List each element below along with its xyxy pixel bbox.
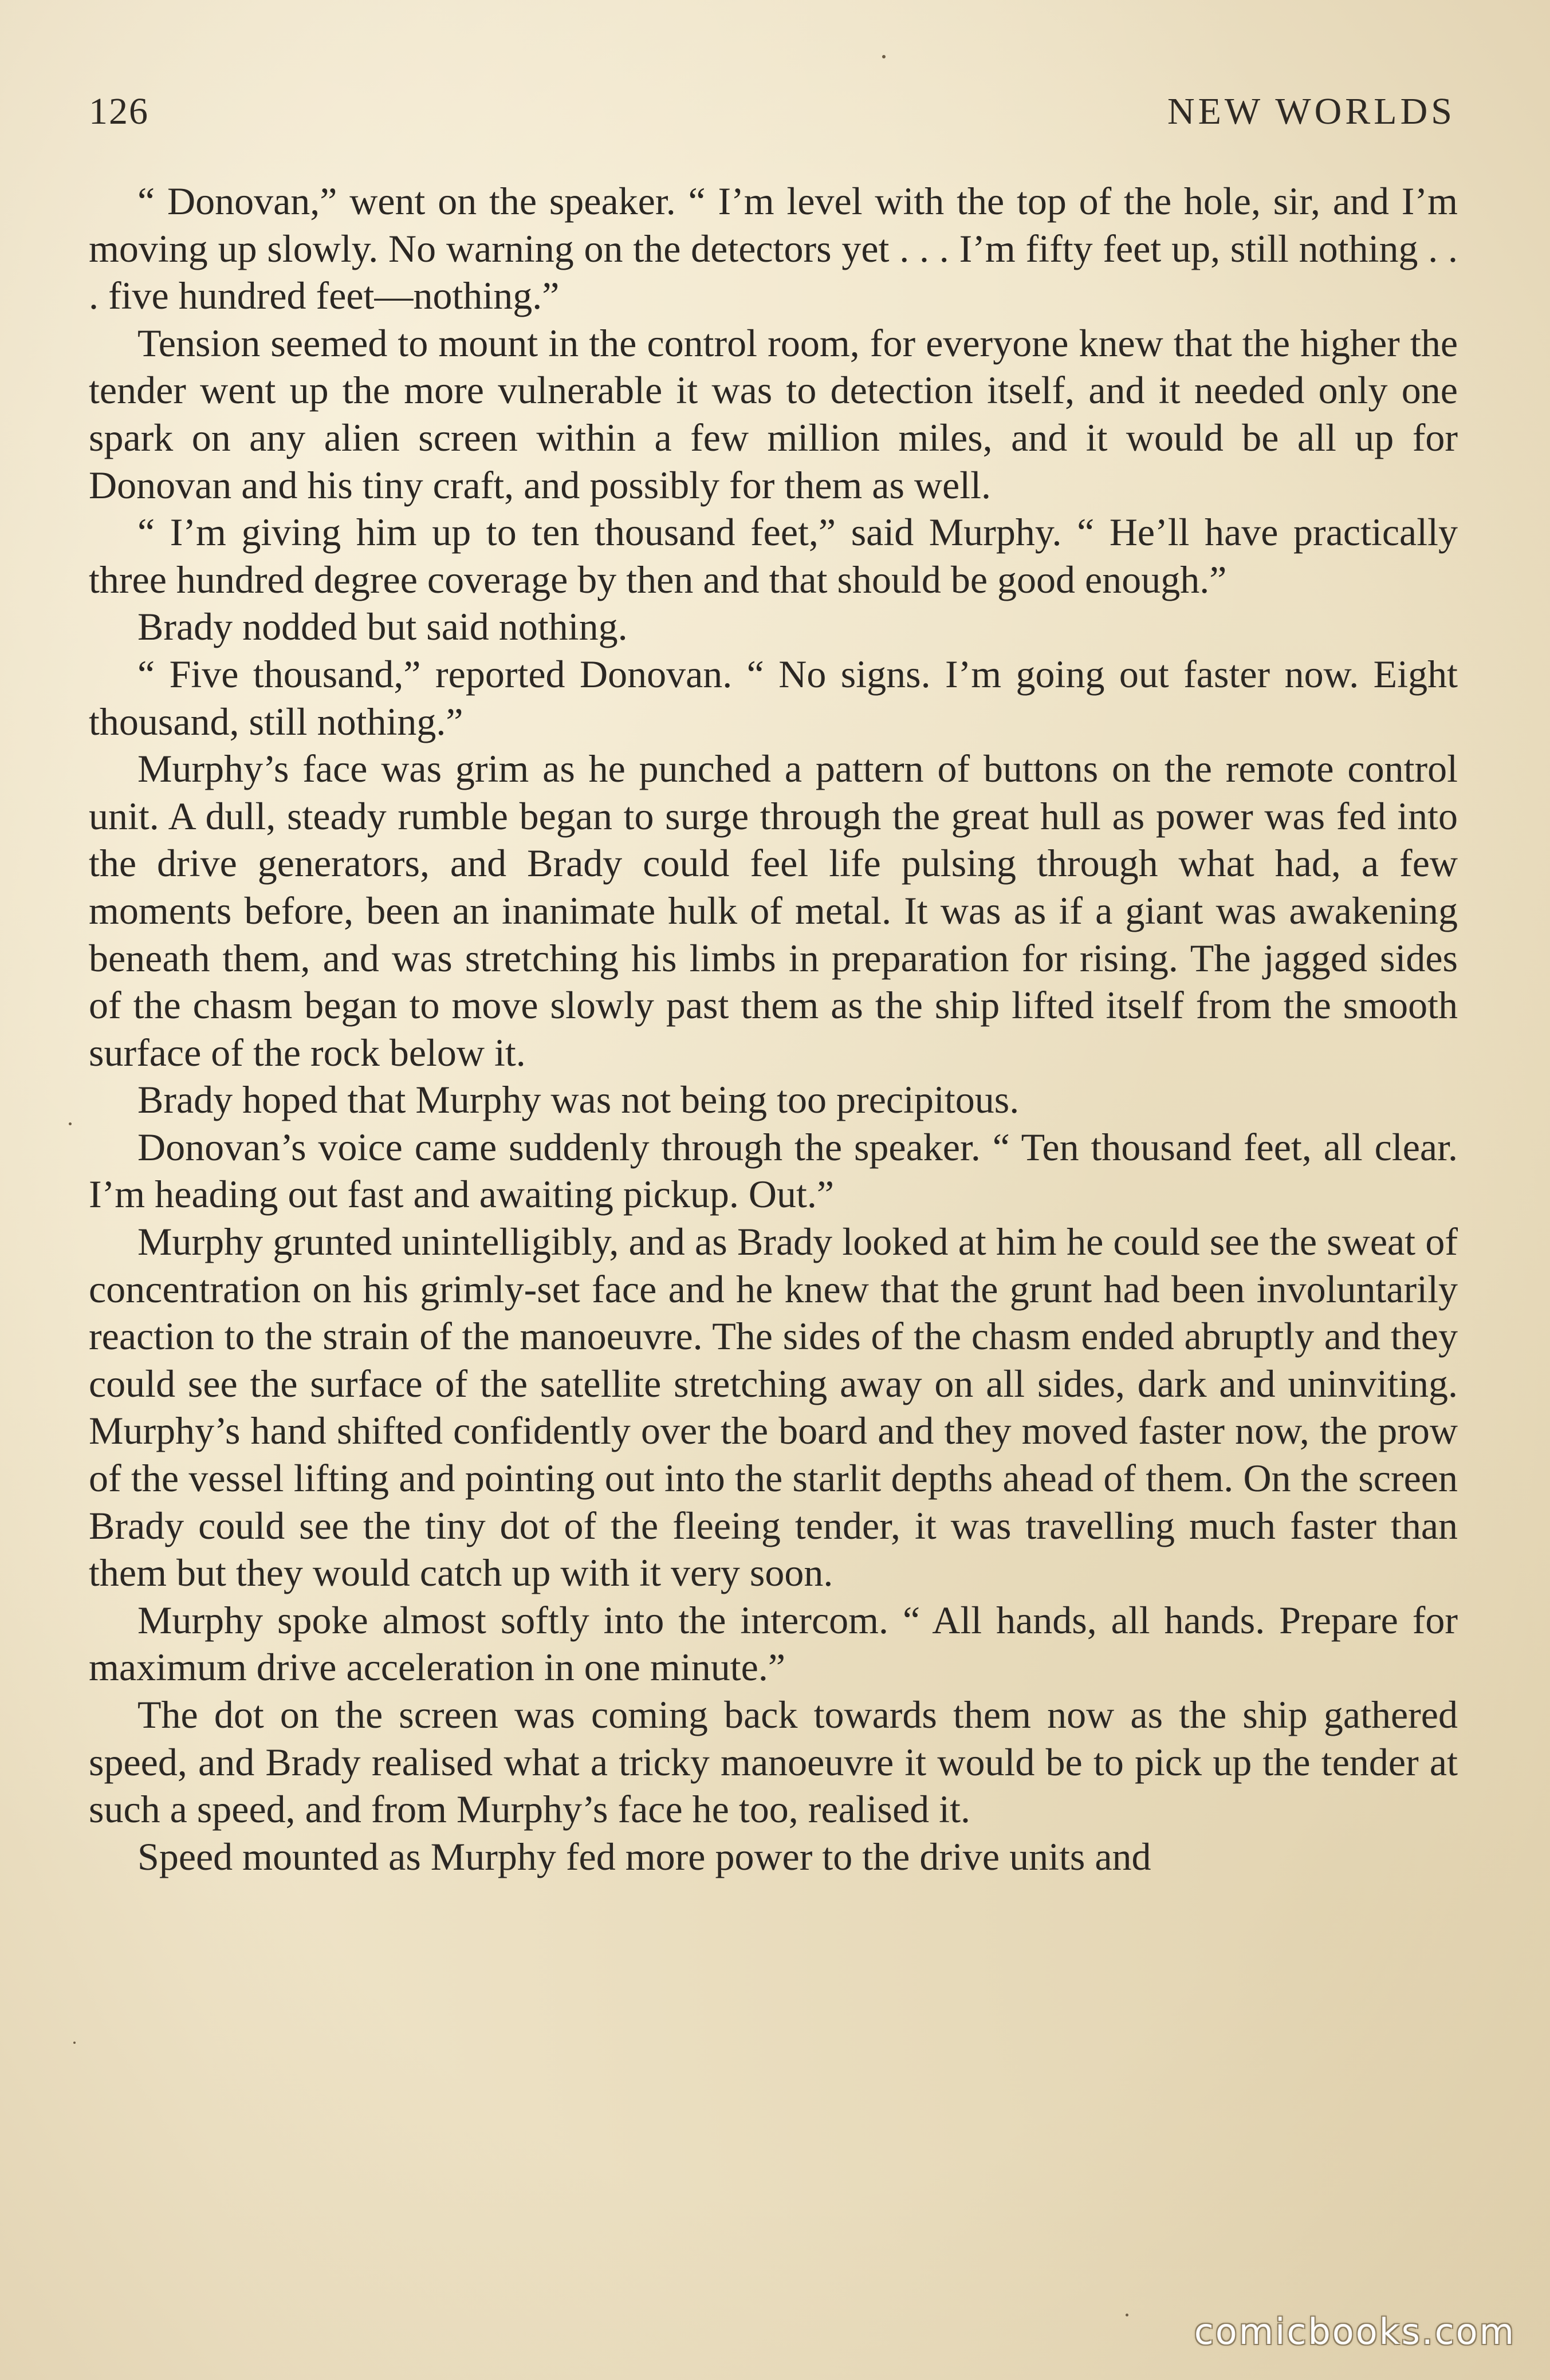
paragraph-9: Murphy grunted unintelligibly, and as Brady looked at him he could see the sweat of concentration on his grimly-set face and he knew that the grunt had been involuntarily reaction to the strain of the manoeuvre. The sides of the chasm ended abruptly and they could see the surface of the satellite stretching away on all sides, dark and uninviting. Murphy’s hand shifted confidently over the board and they moved faster now, the prow of the vessel lifting and pointing out into the starlit depths ahead of them. On the screen Brady could see the tiny dot of the fleeing tender, it was travelling much faster than them but they would catch up with it very soon.	[89, 1220, 1458, 1595]
body-text	[89, 178, 1458, 1880]
running-head: NEW WORLDS	[1167, 90, 1455, 132]
paragraph-12: Speed mounted as Murphy fed more power to the drive units and	[137, 1834, 1151, 1878]
watermark: comicbooks.com	[1194, 2311, 1516, 2353]
page-number: 126	[89, 90, 149, 132]
page-header	[89, 80, 1455, 143]
paragraph-11: The dot on the screen was coming back towards them now as the ship gathered speed, and Brady realised what a tricky manoeuvre it would be to pick up the tender at such a speed, and from Murphy’s face he too, realised it.	[89, 1693, 1458, 1831]
paragraph-8: Donovan’s voice came suddenly through the speaker. “ Ten thousand feet, all clear. I’m heading out fast and awaiting pickup. Out.”	[89, 1125, 1458, 1216]
paper-speck	[69, 1122, 72, 1125]
paragraph-2: Tension seemed to mount in the control room, for everyone knew that the higher the tender went up the more vulnerable it was to detection itself, and it needed only one spark on any alien screen within a few million miles, and it would be all up for Donovan and his tiny craft, and possibly for them as well.	[89, 321, 1458, 507]
paragraph-7: Brady hoped that Murphy was not being too precipitous.	[137, 1078, 1020, 1122]
paragraph-6: Murphy’s face was grim as he punched a pattern of buttons on the remote control unit. A dull, steady rumble began to surge through the great hull as power was fed into the drive generators, and Brady could feel life pulsing through what had, a few moments before, been an inanimate hulk of metal. It was as if a giant was awakening beneath them, and was stretching his limbs in preparation for rising. The jagged sides of the chasm began to move slowly past them as the ship lifted itself from the smooth surface of the rock below it.	[89, 747, 1458, 1074]
paper-speck	[73, 2042, 76, 2044]
paragraph-4: Brady nodded but said nothing.	[137, 605, 628, 649]
paper-speck	[1126, 2314, 1128, 2316]
paragraph-5: “ Five thousand,” reported Donovan. “ No signs. I’m going out faster now. Eight thousand, still nothing.”	[89, 652, 1458, 743]
paragraph-10: Murphy spoke almost softly into the intercom. “ All hands, all hands. Prepare for maximum drive acceleration in one minute.”	[89, 1598, 1458, 1689]
paper-speck	[882, 55, 886, 58]
paragraph-3: “ I’m giving him up to ten thousand feet,” said Murphy. “ He’ll have practically three hundred degree coverage by then and that should be good enough.”	[89, 510, 1458, 601]
paragraph-1: “ Donovan,” went on the speaker. “ I’m level with the top of the hole, sir, and I’m moving up slowly. No warning on the detectors yet . . . I’m fifty feet up, still nothing . . . five hundred feet—nothing.”	[89, 179, 1458, 318]
